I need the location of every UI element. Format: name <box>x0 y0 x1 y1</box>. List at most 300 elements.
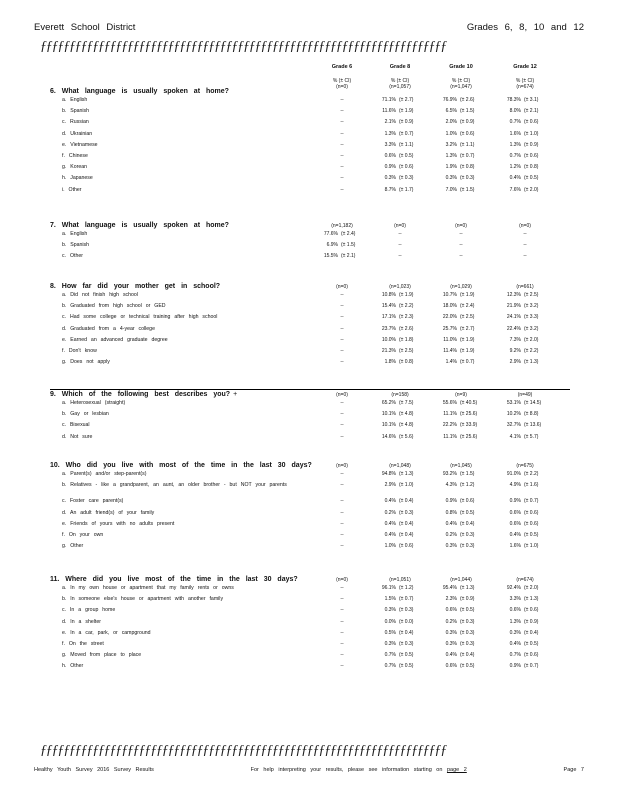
percent-value: 95.4% <box>442 585 457 591</box>
percent-cell <box>437 119 474 125</box>
percent-cell <box>376 187 413 193</box>
answer-option-label: g. Does not apply <box>62 359 110 366</box>
no-data-dash: -- <box>340 141 344 148</box>
question-n-count: (n=675) <box>516 463 534 469</box>
percent-value: 1.3% <box>509 141 521 148</box>
percent-value: 1.9% <box>445 164 457 171</box>
percent-value: 0.2% <box>445 532 457 538</box>
percent-cell <box>437 619 474 625</box>
percent-value: 0.6% <box>509 509 521 516</box>
percent-cell <box>376 630 413 636</box>
percent-value: 0.4% <box>445 652 457 659</box>
percent-cell <box>501 142 538 148</box>
percent-cell <box>376 521 413 527</box>
confidence-interval: (± 2.2) <box>399 303 414 310</box>
confidence-interval: (± 0.3) <box>460 629 475 636</box>
no-data-dash: -- <box>340 498 344 505</box>
percent-cell <box>437 434 477 440</box>
confidence-interval: (± 0.4) <box>399 629 414 636</box>
decorative-divider-bottom: ƒƒƒƒƒƒƒƒƒƒƒƒƒƒƒƒƒƒƒƒƒƒƒƒƒƒƒƒƒƒƒƒƒƒƒƒƒƒƒƒƒƒƒƒƒƒƒƒƒƒƒƒƒƒƒƒƒƒƒƒƒƒƒƒƒƒƒƒƒƒ <box>40 744 447 758</box>
confidence-interval: (± 1.9) <box>460 336 475 343</box>
percent-value: 0.3% <box>445 543 457 550</box>
page-footer <box>34 767 584 773</box>
no-data-dash: -- <box>340 433 344 440</box>
question-title <box>50 283 220 290</box>
percent-value: 0.8% <box>445 509 457 516</box>
confidence-interval: (± 0.3) <box>460 641 475 647</box>
answer-option-label: a. Did not finish high school <box>62 292 138 298</box>
no-data-dash: -- <box>398 242 402 249</box>
percent-value: 0.4% <box>384 498 396 505</box>
confidence-interval: (± 0.9) <box>524 618 539 625</box>
percent-value: 78.3% <box>506 97 521 103</box>
percent-cell <box>376 142 413 148</box>
confidence-interval: (± 0.5) <box>399 663 414 670</box>
percent-value: 15.5% <box>323 253 338 260</box>
footer-survey-title: Healthy Youth Survey 2016 Survey Results <box>34 767 154 773</box>
percent-cell <box>376 337 413 343</box>
percent-cell <box>501 630 538 636</box>
percent-value: 1.3% <box>445 153 457 159</box>
confidence-interval: (± 0.6) <box>399 164 414 171</box>
no-data-dash: -- <box>340 164 344 171</box>
confidence-interval: (± 0.7) <box>399 596 414 603</box>
answer-option-label: a. English <box>62 231 88 237</box>
page-2-link[interactable]: page 2 <box>446 767 467 773</box>
answer-option-label: d. In a shelter <box>62 618 101 625</box>
question-title-text: 11. Where did you live most of the time in the last 30 days? <box>50 576 298 583</box>
answer-option-label: b. Spanish <box>62 108 90 115</box>
percent-cell <box>376 607 413 613</box>
confidence-interval: (± 1.0) <box>399 482 414 489</box>
no-data-dash: -- <box>340 543 344 550</box>
no-data-dash: -- <box>340 130 344 137</box>
percent-cell <box>501 400 541 406</box>
percent-value: 0.6% <box>445 607 457 614</box>
confidence-interval: (± 1.8) <box>399 336 414 343</box>
confidence-interval: (± 0.7) <box>524 663 539 670</box>
percent-cell <box>437 175 474 181</box>
no-data-dash: -- <box>340 471 344 477</box>
no-data-dash: -- <box>340 520 344 527</box>
percent-value: 71.1% <box>381 97 396 103</box>
percent-cell <box>501 543 538 549</box>
percent-cell <box>501 164 538 170</box>
confidence-interval: (± 0.5) <box>399 153 414 159</box>
confidence-interval: (± 0.5) <box>524 532 539 538</box>
percent-value: 1.5% <box>384 596 396 603</box>
confidence-interval: (± 2.5) <box>460 314 475 321</box>
confidence-interval: (± 0.5) <box>460 663 475 670</box>
percent-cell <box>501 292 538 298</box>
percent-value: 2.0% <box>445 119 457 126</box>
percent-value: 1.6% <box>509 543 521 550</box>
percent-cell <box>376 131 413 137</box>
confidence-interval: (± 0.9) <box>524 141 539 148</box>
percent-cell <box>501 641 538 647</box>
answer-option-label: a. English <box>62 97 88 103</box>
percent-value: 15.4% <box>381 303 396 310</box>
confidence-interval: (± 2.2) <box>524 348 539 354</box>
percent-value: 0.3% <box>384 641 396 647</box>
answer-option-label: a. Heterosexual (straight) <box>62 400 126 406</box>
confidence-interval: (± 1.3) <box>399 471 414 477</box>
percent-cell <box>437 422 477 428</box>
column-n-text: (n=0) <box>336 84 348 90</box>
percent-value: 8.7% <box>384 186 396 193</box>
percent-value: 1.2% <box>509 164 521 171</box>
percent-cell <box>437 510 474 516</box>
answer-option-label: e. Friends of yours with no adults present <box>62 520 175 527</box>
confidence-interval: (± 1.1) <box>460 141 475 148</box>
confidence-interval: (± 2.3) <box>399 314 414 321</box>
confidence-interval: (± 7.5) <box>399 400 414 406</box>
percent-cell <box>501 359 538 365</box>
answer-option-label: c. Russian <box>62 119 89 126</box>
percent-value: 1.3% <box>384 130 396 137</box>
confidence-interval: (± 0.6) <box>399 543 414 550</box>
percent-value: 0.6% <box>384 153 396 159</box>
percent-value: 22.2% <box>442 422 457 429</box>
confidence-interval: (± 0.5) <box>399 652 414 659</box>
confidence-interval: (± 0.5) <box>524 175 539 182</box>
no-data-dash: -- <box>340 400 344 406</box>
confidence-interval: (± 0.4) <box>460 520 475 527</box>
no-data-dash: -- <box>340 108 344 115</box>
percent-value: 0.4% <box>509 532 521 538</box>
percent-value: 3.2% <box>445 141 457 148</box>
percent-value: 1.8% <box>384 359 396 366</box>
answer-option-label: c. Foster care parent(s) <box>62 498 124 505</box>
percent-value: 94.8% <box>381 471 396 477</box>
question-title <box>50 88 229 95</box>
no-data-dash: -- <box>340 325 344 332</box>
no-data-dash: -- <box>340 607 344 614</box>
percent-value: 10.8% <box>381 292 396 298</box>
percent-cell <box>376 97 413 103</box>
no-data-dash: -- <box>340 482 344 489</box>
confidence-interval: (± 0.5) <box>460 509 475 516</box>
answer-option-label: c. In a group home <box>62 607 116 614</box>
percent-cell <box>376 510 413 516</box>
percent-value: 96.1% <box>381 585 396 591</box>
question-n-count: (n=9) <box>455 392 467 398</box>
percent-value: 0.7% <box>384 663 396 670</box>
percent-value: 92.4% <box>506 585 521 591</box>
percent-value: 2.3% <box>445 596 457 603</box>
percent-value: 0.2% <box>384 509 396 516</box>
percent-cell <box>501 596 538 602</box>
no-data-dash: -- <box>340 292 344 298</box>
question-title-text: 10. Who did you live with most of the time in the last 30 days? <box>50 462 312 469</box>
percent-value: 0.6% <box>445 663 457 670</box>
confidence-interval: (± 2.7) <box>460 325 475 332</box>
percent-cell <box>501 471 538 477</box>
percent-value: 0.6% <box>509 520 521 527</box>
percent-cell <box>501 521 538 527</box>
no-data-dash: -- <box>459 242 463 249</box>
percent-cell <box>437 187 474 193</box>
percent-value: 1.0% <box>445 130 457 137</box>
answer-option-label: c. Had some college or technical training after high school <box>62 314 218 321</box>
no-data-dash: -- <box>340 303 344 310</box>
answer-option-label: e. Earned an advanced graduate degree <box>62 336 168 343</box>
percent-value: 0.3% <box>509 629 521 636</box>
confidence-interval: (± 0.4) <box>460 652 475 659</box>
no-data-dash: -- <box>340 509 344 516</box>
percent-cell <box>437 471 474 477</box>
confidence-interval: (± 2.0) <box>524 186 539 193</box>
confidence-interval: (± 1.0) <box>524 130 539 137</box>
percent-value: 0.5% <box>384 629 396 636</box>
confidence-interval: (± 0.7) <box>524 498 539 505</box>
confidence-interval: (± 1.5) <box>460 186 475 193</box>
percent-cell <box>376 471 413 477</box>
decorative-divider-top: ƒƒƒƒƒƒƒƒƒƒƒƒƒƒƒƒƒƒƒƒƒƒƒƒƒƒƒƒƒƒƒƒƒƒƒƒƒƒƒƒƒƒƒƒƒƒƒƒƒƒƒƒƒƒƒƒƒƒƒƒƒƒƒƒƒƒƒƒƒƒ <box>40 40 447 54</box>
confidence-interval: (± 0.4) <box>399 520 414 527</box>
confidence-interval: (± 2.6) <box>399 325 414 332</box>
percent-value: 55.6% <box>442 400 457 406</box>
percent-cell <box>376 153 413 159</box>
percent-cell <box>437 164 474 170</box>
no-data-dash: -- <box>340 175 344 182</box>
percent-cell <box>376 422 413 428</box>
percent-cell <box>501 187 538 193</box>
question-n-count: (n=158) <box>391 392 409 398</box>
column-ci-label <box>312 78 372 90</box>
confidence-interval: (± 33.9) <box>460 422 478 429</box>
confidence-interval: (± 0.7) <box>460 153 475 159</box>
no-data-dash: -- <box>340 97 344 103</box>
no-data-dash: -- <box>340 618 344 625</box>
confidence-interval: (± 1.9) <box>399 292 414 298</box>
question-n-count: (n=1,045) <box>450 463 472 469</box>
confidence-interval: (± 2.2) <box>524 471 539 477</box>
percent-cell <box>376 585 413 591</box>
section-rule <box>50 389 570 390</box>
no-data-dash: -- <box>340 532 344 538</box>
no-data-dash: -- <box>340 422 344 429</box>
answer-option-label: f. On your own <box>62 532 104 538</box>
percent-cell <box>376 482 413 488</box>
column-grade-label: Grade 8 <box>389 64 411 70</box>
percent-cell <box>376 498 413 504</box>
question-title <box>50 462 312 469</box>
percent-value: 3.3% <box>509 596 521 603</box>
percent-cell <box>437 607 474 613</box>
percent-value: 0.6% <box>509 607 521 614</box>
percent-value: 0.4% <box>509 175 521 182</box>
confidence-interval: (± 0.3) <box>399 607 414 614</box>
answer-option-label: i. Other <box>62 186 82 193</box>
percent-cell <box>376 175 413 181</box>
percent-value: 6.9% <box>326 242 338 249</box>
confidence-interval: (± 5.6) <box>399 433 414 440</box>
confidence-interval: (± 2.4) <box>460 303 475 310</box>
confidence-interval: (± 0.6) <box>524 119 539 126</box>
confidence-interval: (± 1.2) <box>399 585 414 591</box>
column-ci-text: % (± CI) <box>390 78 410 84</box>
percent-cell <box>501 97 538 103</box>
percent-cell <box>437 326 474 332</box>
no-data-dash: -- <box>340 652 344 659</box>
confidence-interval: (± 0.4) <box>399 532 414 538</box>
question-title <box>50 391 237 398</box>
answer-option-label: d. Ukrainian <box>62 130 93 137</box>
percent-cell <box>501 619 538 625</box>
question-n-count: (n=0) <box>336 284 348 290</box>
confidence-interval: (± 4.8) <box>399 422 414 429</box>
no-data-dash: -- <box>523 242 527 249</box>
confidence-interval: (± 2.7) <box>399 97 414 103</box>
confidence-interval: (± 4.8) <box>399 411 414 418</box>
answer-option-label: b. Spanish <box>62 242 90 249</box>
column-ci-label <box>495 78 555 90</box>
question-n-count: (n=0) <box>455 223 467 229</box>
no-data-dash: -- <box>398 253 402 260</box>
answer-option-label: d. Graduated from a 4-year college <box>62 325 155 332</box>
answer-option-label: g. Korean <box>62 164 87 171</box>
district-name: Everett School District <box>34 22 136 33</box>
no-data-dash: -- <box>340 119 344 126</box>
percent-cell <box>501 498 538 504</box>
confidence-interval: (± 0.3) <box>460 618 475 625</box>
question-n-count: (n=1,023) <box>389 284 411 290</box>
percent-value: 1.0% <box>384 543 396 550</box>
percent-value: 21.9% <box>506 303 521 310</box>
percent-value: 0.3% <box>445 629 457 636</box>
percent-cell <box>501 482 538 488</box>
percent-cell <box>501 337 538 343</box>
percent-cell <box>501 108 538 114</box>
percent-value: 0.7% <box>509 652 521 659</box>
percent-cell <box>437 303 474 309</box>
percent-value: 2.9% <box>509 359 521 366</box>
percent-value: 9.2% <box>509 348 521 354</box>
no-data-dash: -- <box>340 314 344 321</box>
confidence-interval: (± 2.5) <box>399 348 414 354</box>
percent-cell <box>376 663 413 669</box>
confidence-interval: (± 0.8) <box>460 164 475 171</box>
percent-cell <box>376 164 413 170</box>
percent-cell <box>318 253 355 259</box>
no-data-dash: -- <box>340 641 344 647</box>
percent-value: 0.4% <box>445 520 457 527</box>
percent-value: 10.1% <box>381 422 396 429</box>
percent-cell <box>376 543 413 549</box>
confidence-interval: (± 0.6) <box>524 153 539 159</box>
question-n-count: (n=0) <box>336 577 348 583</box>
confidence-interval: (± 1.6) <box>524 482 539 489</box>
percent-cell <box>501 652 538 658</box>
confidence-interval: (± 1.3) <box>460 585 475 591</box>
grades-label: Grades 6, 8, 10 and 12 <box>466 22 584 33</box>
percent-value: 4.1% <box>509 433 521 440</box>
column-ci-text: % (± CI) <box>332 78 352 84</box>
answer-option-label: a. Parent(s) and/or step-parent(s) <box>62 471 147 477</box>
percent-cell <box>501 422 541 428</box>
percent-value: 4.3% <box>445 482 457 489</box>
question-n-count: (n=1,182) <box>331 223 353 229</box>
percent-cell <box>376 359 413 365</box>
column-ci-text: % (± CI) <box>515 78 535 84</box>
question-title-text: 6. What language is usually spoken at home? <box>50 88 229 95</box>
percent-value: 65.2% <box>381 400 396 406</box>
confidence-interval: (± 0.3) <box>460 543 475 550</box>
page-number: Page 7 <box>563 767 584 773</box>
question-n-count: (n=0) <box>336 392 348 398</box>
answer-option-label: b. Gay or lesbian <box>62 411 109 418</box>
percent-value: 7.0% <box>445 186 457 193</box>
percent-cell <box>437 543 474 549</box>
question-title <box>50 222 229 229</box>
percent-cell <box>376 303 413 309</box>
percent-cell <box>501 314 538 320</box>
percent-value: 76.9% <box>442 97 457 103</box>
no-data-dash: -- <box>340 336 344 343</box>
answer-option-label: f. On the street <box>62 641 104 647</box>
percent-value: 7.6% <box>509 186 521 193</box>
percent-cell <box>376 119 413 125</box>
column-grade-label: Grade 10 <box>449 64 473 70</box>
percent-cell <box>501 585 538 591</box>
percent-cell <box>376 434 413 440</box>
confidence-interval: (± 1.3) <box>524 359 539 366</box>
no-data-dash: -- <box>340 359 344 366</box>
percent-value: 10.1% <box>381 411 396 418</box>
confidence-interval: (± 0.9) <box>399 119 414 126</box>
percent-cell <box>318 242 355 248</box>
percent-value: 4.9% <box>509 482 521 489</box>
confidence-interval: (± 0.3) <box>460 532 475 538</box>
answer-option-label: a. In my own house or apartment that my family rents or owns <box>62 585 234 591</box>
percent-cell <box>376 411 413 417</box>
percent-value: 11.1% <box>443 433 457 440</box>
sensitive-question-mark: + <box>233 391 238 398</box>
question-title <box>50 576 298 583</box>
confidence-interval: (± 0.8) <box>524 164 539 171</box>
question-n-count: (n=1,029) <box>450 284 472 290</box>
percent-value: 0.7% <box>509 153 521 159</box>
percent-cell <box>437 314 474 320</box>
percent-cell <box>501 131 538 137</box>
percent-cell <box>501 119 538 125</box>
confidence-interval: (± 2.1) <box>341 253 356 260</box>
question-n-count: (n=661) <box>516 284 534 290</box>
confidence-interval: (± 2.4) <box>341 231 356 237</box>
no-data-dash: -- <box>340 629 344 636</box>
confidence-interval: (± 2.5) <box>524 292 539 298</box>
confidence-interval: (± 3.2) <box>524 303 539 310</box>
percent-cell <box>376 641 413 647</box>
confidence-interval: (± 0.4) <box>399 498 414 505</box>
percent-value: 18.0% <box>442 303 457 310</box>
percent-value: 0.3% <box>384 607 396 614</box>
percent-cell <box>437 652 474 658</box>
percent-cell <box>501 607 538 613</box>
confidence-interval: (± 0.5) <box>524 641 539 647</box>
column-n-text: (n=1,057) <box>389 84 411 90</box>
percent-value: 2.9% <box>384 482 396 489</box>
percent-value: 53.1% <box>506 400 521 406</box>
percent-value: 10.7% <box>442 292 457 298</box>
question-n-count: (n=674) <box>516 577 534 583</box>
no-data-dash: -- <box>459 231 463 237</box>
column-ci-text: % (± CI) <box>451 78 471 84</box>
no-data-dash: -- <box>459 253 463 260</box>
column-n-text: (n=674) <box>516 84 534 90</box>
percent-cell <box>376 292 413 298</box>
